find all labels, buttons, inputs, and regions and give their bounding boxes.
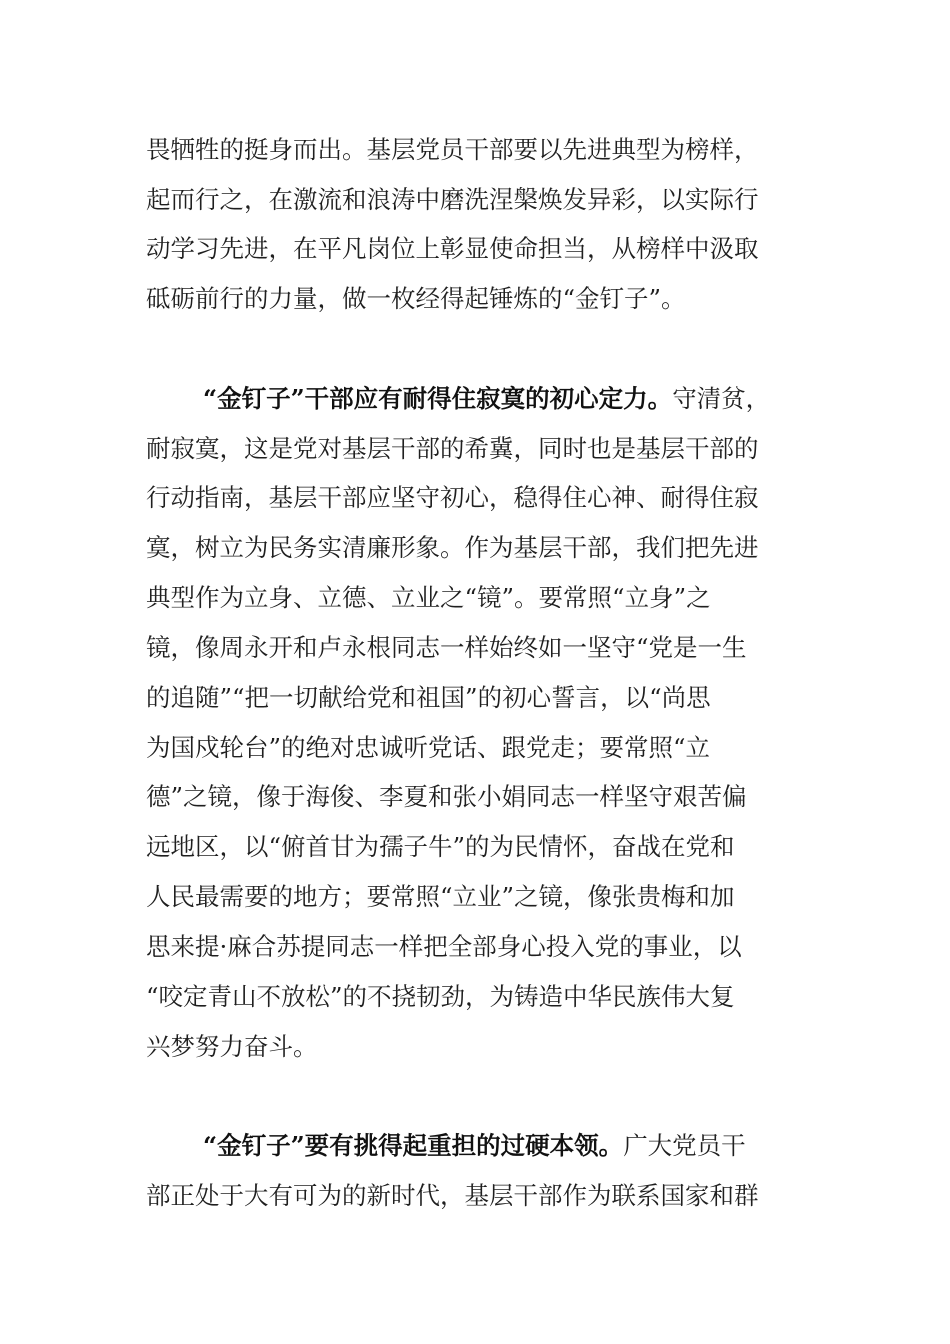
paragraph-1-line-3: 动学习先进，在平凡岗位上彰显使命担当，从榜样中汲取 <box>146 234 759 263</box>
paragraph-3-line: 部正处于大有可为的新时代，基层干部作为联系国家和群 <box>146 1181 759 1210</box>
paragraph-2-line: 的追随”“把一切献给党和祖国”的初心誓言，以“尚思 <box>146 683 711 712</box>
paragraph-2-line: 行动指南，基层干部应坚守初心，稳得住心神、耐得住寂 <box>146 483 759 512</box>
paragraph-2-line: 典型作为立身、立德、立业之“镜”。要常照“立身”之 <box>146 583 711 612</box>
paragraph-2-first-line-text: 守清贫， <box>672 384 771 413</box>
paragraph-3-first-line <box>203 1126 806 1166</box>
paragraph-2-line: 兴梦努力奋斗。 <box>146 1032 318 1061</box>
paragraph-2-line: 为国戍轮台”的绝对忠诚听党话、跟党走；要常照“立 <box>146 733 711 762</box>
paragraph-2-line: 德”之镜，像于海俊、李夏和张小娟同志一样坚守艰苦偏 <box>146 782 747 811</box>
paragraph-2-line: 耐寂寞，这是党对基层干部的希冀，同时也是基层干部的 <box>146 434 759 463</box>
paragraph-2-line: 寞，树立为民务实清廉形象。作为基层干部，我们把先进 <box>146 533 759 562</box>
paragraph-3-heading: “金钉子”要有挑得起重担的过硬本领。 <box>203 1131 624 1160</box>
paragraph-3-first-line-text: 广大党员干 <box>623 1131 746 1160</box>
paragraph-1-line-2: 起而行之，在激流和浪涛中磨洗涅槃焕发异彩，以实际行 <box>146 185 759 214</box>
paragraph-1-line-4: 砥砺前行的力量，做一枚经得起锤炼的“金钉子”。 <box>146 284 686 313</box>
paragraph-1-line-1: 畏牺牲的挺身而出。基层党员干部要以先进典型为榜样， <box>146 135 759 164</box>
paragraph-2-heading: “金钉子”干部应有耐得住寂寞的初心定力。 <box>203 384 673 413</box>
paragraph-2-line: 镜，像周永开和卢永根同志一样始终如一坚守“党是一生 <box>146 633 747 662</box>
paragraph-2-line: 远地区，以“俯首甘为孺子牛”的为民情怀，奋战在党和 <box>146 832 735 861</box>
paragraph-2-line: 思来提·麻合苏提同志一样把全部身心投入党的事业，以 <box>146 932 742 961</box>
paragraph-2-first-line <box>203 379 806 419</box>
paragraph-2-line: “咬定青山不放松”的不挠韧劲，为铸造中华民族伟大复 <box>146 982 735 1011</box>
paragraph-2-line: 人民最需要的地方；要常照“立业”之镜，像张贵梅和加 <box>146 882 735 911</box>
